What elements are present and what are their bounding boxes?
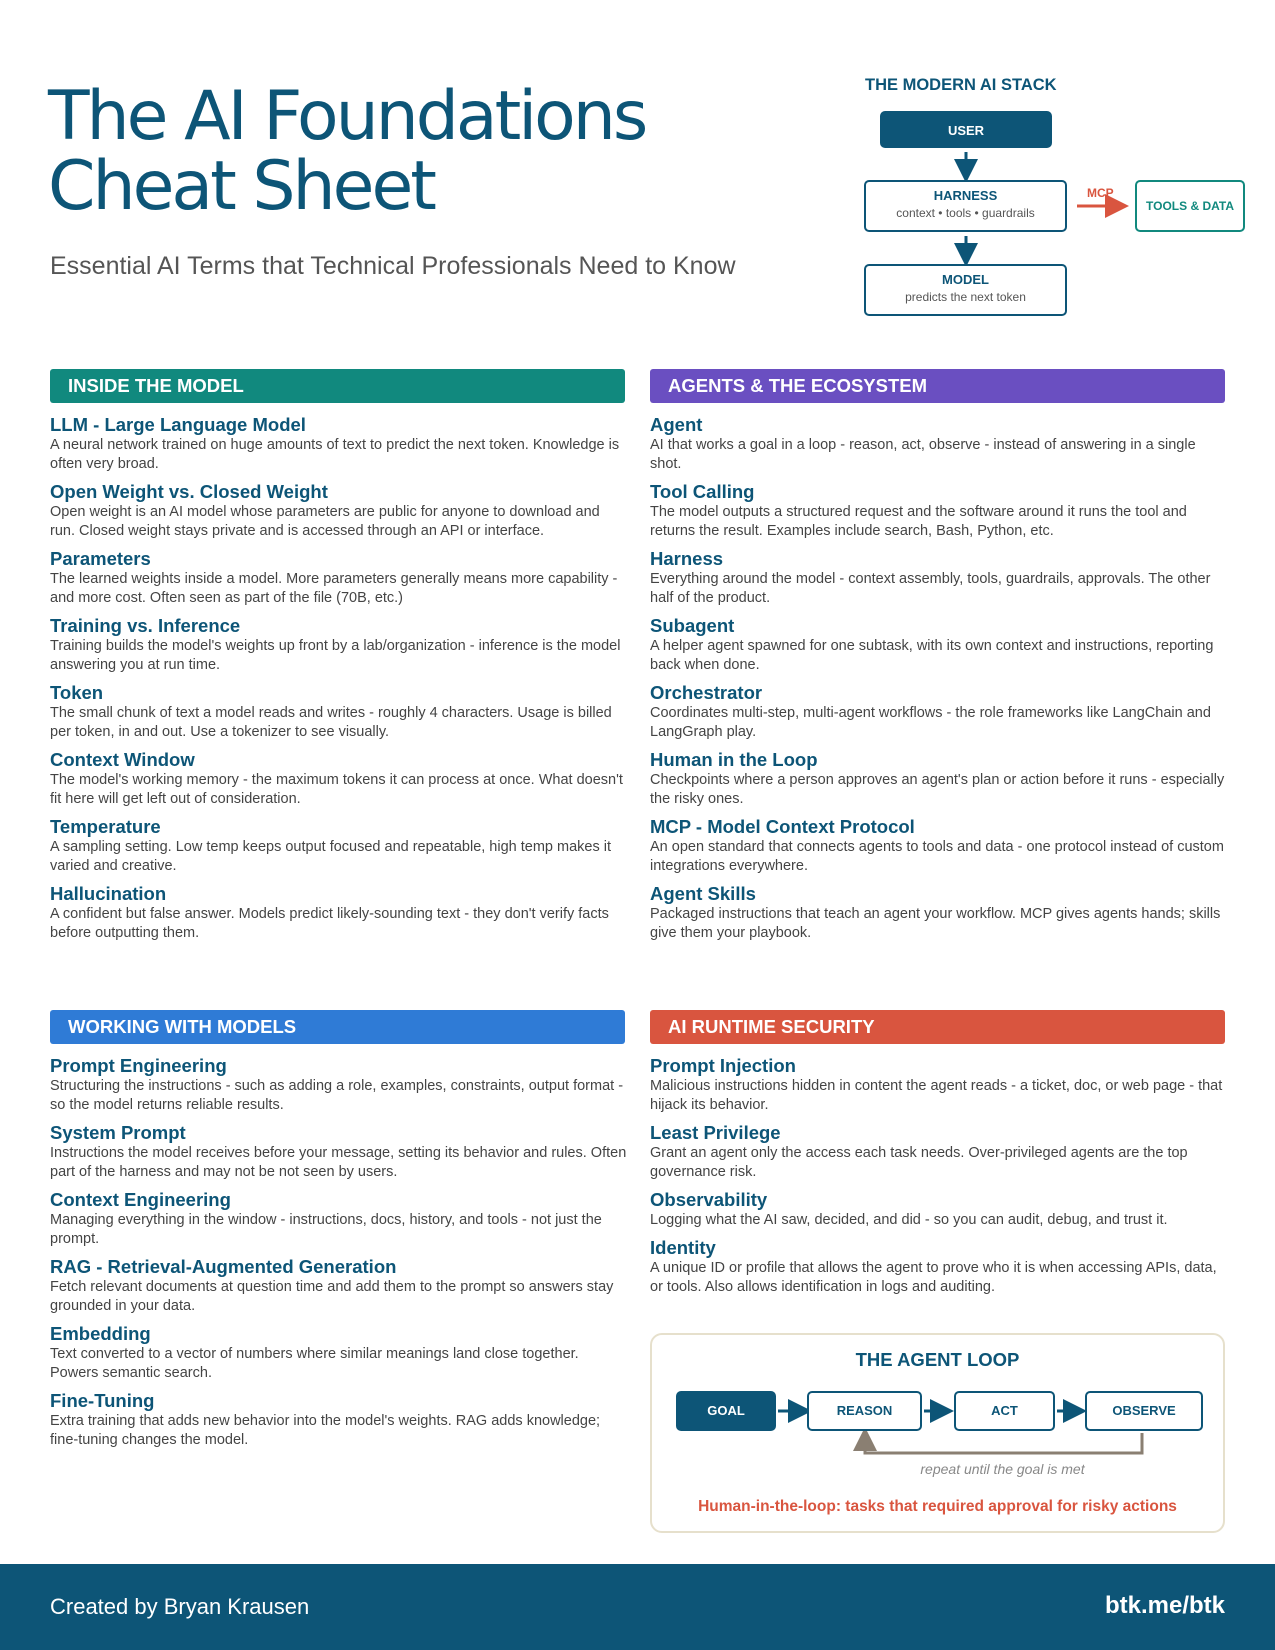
stack-user-label: USER bbox=[947, 123, 985, 138]
term-name: Tool Calling bbox=[650, 481, 755, 502]
stack-tools-label: TOOLS & DATA bbox=[1146, 199, 1234, 213]
term-desc: Logging what the AI saw, decided, and did - so you can audit, debug, and trust it. bbox=[650, 1212, 1168, 1228]
stack-harness-sub: context • tools • guardrails bbox=[896, 206, 1035, 220]
loop-act-box: ACT bbox=[954, 1391, 1055, 1431]
term-name: System Prompt bbox=[50, 1122, 186, 1143]
term-temperature bbox=[50, 816, 628, 876]
term-desc: A neural network trained on huge amounts of text to predict the next token. Knowledge is often very broad. bbox=[50, 437, 620, 472]
term-desc: The model's working memory - the maximum tokens it can process at once. What doesn't fit here will get left out of consideration. bbox=[50, 772, 623, 807]
section-header-working: WORKING WITH MODELS bbox=[50, 1010, 625, 1044]
term-name: LLM - Large Language Model bbox=[50, 414, 306, 435]
term-least-privilege bbox=[650, 1122, 1228, 1182]
term-name: Fine-Tuning bbox=[50, 1390, 155, 1411]
term-identity bbox=[650, 1237, 1228, 1297]
term-desc: Packaged instructions that teach an agent your workflow. MCP gives agents hands; skills give them your playbook. bbox=[650, 906, 1221, 941]
term-desc: An open standard that connects agents to tools and data - one protocol instead of custom integrations everywhere. bbox=[650, 839, 1224, 874]
term-name: Subagent bbox=[650, 615, 735, 636]
term-parameters bbox=[50, 548, 628, 608]
section-working bbox=[50, 1055, 628, 1457]
term-training-inference bbox=[50, 615, 628, 675]
term-name: Orchestrator bbox=[650, 682, 763, 703]
term-harness bbox=[650, 548, 1228, 608]
term-name: MCP - Model Context Protocol bbox=[650, 816, 915, 837]
term-desc: A confident but false answer. Models predict likely-sounding text - they don't verify facts before outputting them. bbox=[50, 906, 609, 941]
section-security bbox=[650, 1055, 1228, 1304]
footer-link[interactable]: btk.me/btk bbox=[1104, 1592, 1225, 1619]
loop-reason-box: REASON bbox=[807, 1391, 922, 1431]
stack-harness-box bbox=[864, 180, 1067, 232]
title-line-2: Cheat Sheet bbox=[48, 147, 434, 226]
stack-user-box bbox=[880, 111, 1052, 148]
loop-repeat-label: repeat until the goal is met bbox=[920, 1461, 1085, 1477]
term-desc: Open weight is an AI model whose parameters are public for anyone to download and run. Closed weight stays private and is accessed through an API or interface. bbox=[50, 504, 600, 539]
term-tool-calling bbox=[650, 481, 1228, 541]
term-name: RAG - Retrieval-Augmented Generation bbox=[50, 1256, 397, 1277]
agent-loop-title: THE AGENT LOOP bbox=[855, 1349, 1020, 1370]
term-name: Identity bbox=[650, 1237, 716, 1258]
term-name: Temperature bbox=[50, 816, 161, 837]
term-desc: A unique ID or profile that allows the agent to prove who it is when accessing APIs, data, or tools. Also allows identification in logs and auditing. bbox=[650, 1260, 1217, 1295]
footer bbox=[0, 1564, 1275, 1650]
section-header-inside-model: INSIDE THE MODEL bbox=[50, 369, 625, 403]
term-desc: A sampling setting. Low temp keeps output focused and repeatable, high temp makes it varied and creative. bbox=[50, 839, 612, 874]
title-line-1: The AI Foundations bbox=[48, 77, 646, 156]
term-subagent bbox=[650, 615, 1228, 675]
term-desc: Managing everything in the window - instructions, docs, history, and tools - not just the prompt. bbox=[50, 1212, 602, 1247]
stack-mcp-label: MCP bbox=[1087, 186, 1114, 200]
term-name: Parameters bbox=[50, 548, 151, 569]
term-name: Least Privilege bbox=[650, 1122, 781, 1143]
stack-title: THE MODERN AI STACK bbox=[865, 76, 1057, 94]
term-name: Human in the Loop bbox=[650, 749, 818, 770]
term-name: Harness bbox=[650, 548, 724, 569]
term-name: Embedding bbox=[50, 1323, 151, 1344]
term-desc: The model outputs a structured request and the software around it runs the tool and returns the result. Examples include search, Bash, Python, etc. bbox=[650, 504, 1187, 539]
term-human-in-loop bbox=[650, 749, 1228, 809]
term-name: Agent Skills bbox=[650, 883, 756, 904]
term-agent bbox=[650, 414, 1228, 474]
term-desc: Malicious instructions hidden in content the agent reads - a ticket, doc, or web page - that hijack its behavior. bbox=[650, 1078, 1223, 1113]
term-name: Hallucination bbox=[50, 883, 167, 904]
page-subtitle: Essential AI Terms that Technical Professionals Need to Know bbox=[50, 252, 736, 280]
stack-tools-box bbox=[1135, 180, 1245, 232]
section-agents bbox=[650, 414, 1228, 950]
term-name: Observability bbox=[650, 1189, 768, 1210]
term-prompt-engineering bbox=[50, 1055, 628, 1115]
term-orchestrator bbox=[650, 682, 1228, 742]
term-desc: The learned weights inside a model. More parameters generally means more capability - and more cost. Often seen as part of the file (70B, etc.) bbox=[50, 571, 618, 606]
term-desc: Text converted to a vector of numbers where similar meanings land close together. Powers semantic search. bbox=[50, 1346, 579, 1381]
term-desc: Instructions the model receives before your message, setting its behavior and rules. Often part of the harness and may not be not seen by users. bbox=[50, 1145, 627, 1180]
stack-model-label: MODEL bbox=[942, 272, 989, 287]
term-name: Context Engineering bbox=[50, 1189, 231, 1210]
term-fine-tuning bbox=[50, 1390, 628, 1450]
term-desc: Everything around the model - context assembly, tools, guardrails, approvals. The other half of the product. bbox=[650, 571, 1211, 606]
term-desc: AI that works a goal in a loop - reason, act, observe - instead of answering in a single shot. bbox=[650, 437, 1196, 472]
stack-model-sub: predicts the next token bbox=[905, 290, 1026, 304]
term-hallucination bbox=[50, 883, 628, 943]
term-observability bbox=[650, 1189, 1228, 1230]
term-name: Training vs. Inference bbox=[50, 615, 241, 636]
term-desc: Checkpoints where a person approves an agent's plan or action before it runs - especially the risky ones. bbox=[650, 772, 1225, 807]
term-desc: Coordinates multi-step, multi-agent workflows - the role frameworks like LangChain and LangGraph play. bbox=[650, 705, 1211, 740]
term-desc: The small chunk of text a model reads and writes - roughly 4 characters. Usage is billed per token, in and out. Use a tokenizer to see visually. bbox=[50, 705, 612, 740]
term-desc: Structuring the instructions - such as adding a role, examples, constraints, output format - so the model returns reliable results. bbox=[50, 1078, 624, 1113]
term-desc: Extra training that adds new behavior into the model's weights. RAG adds knowledge; fine-tuning changes the model. bbox=[50, 1413, 601, 1448]
stack-harness-label: HARNESS bbox=[933, 188, 998, 203]
term-token bbox=[50, 682, 628, 742]
term-agent-skills bbox=[650, 883, 1228, 943]
section-header-security: AI RUNTIME SECURITY bbox=[650, 1010, 1225, 1044]
term-llm bbox=[50, 414, 628, 474]
term-name: Open Weight vs. Closed Weight bbox=[50, 481, 328, 502]
term-name: Context Window bbox=[50, 749, 195, 770]
term-context-engineering bbox=[50, 1189, 628, 1249]
section-header-agents: AGENTS & THE ECOSYSTEM bbox=[650, 369, 1225, 403]
term-prompt-injection bbox=[650, 1055, 1228, 1115]
term-name: Token bbox=[50, 682, 104, 703]
term-desc: A helper agent spawned for one subtask, with its own context and instructions, reporting back when done. bbox=[650, 638, 1214, 673]
term-name: Prompt Injection bbox=[650, 1055, 796, 1076]
term-mcp bbox=[650, 816, 1228, 876]
loop-hitl-note: Human-in-the-loop: tasks that required approval for risky actions bbox=[698, 1498, 1177, 1515]
term-context-window bbox=[50, 749, 628, 809]
term-name: Agent bbox=[650, 414, 703, 435]
term-name: Prompt Engineering bbox=[50, 1055, 227, 1076]
stack-model-box bbox=[864, 264, 1067, 316]
footer-credit: Created by Bryan Krausen bbox=[50, 1594, 310, 1619]
term-desc: Fetch relevant documents at question time and add them to the prompt so answers stay grounded in your data. bbox=[50, 1279, 614, 1314]
term-open-weight bbox=[50, 481, 628, 541]
term-desc: Grant an agent only the access each task needs. Over-privileged agents are the top governance risk. bbox=[650, 1145, 1188, 1180]
term-desc: Training builds the model's weights up front by a lab/organization - inference is the model answering you at run time. bbox=[50, 638, 621, 673]
agent-loop-panel bbox=[650, 1333, 1225, 1533]
term-embedding bbox=[50, 1323, 628, 1383]
section-inside-model bbox=[50, 414, 628, 950]
loop-observe-box: OBSERVE bbox=[1085, 1391, 1203, 1431]
term-system-prompt bbox=[50, 1122, 628, 1182]
term-rag bbox=[50, 1256, 628, 1316]
arrow-repeat bbox=[865, 1433, 1142, 1453]
loop-goal-box: GOAL bbox=[676, 1391, 776, 1431]
